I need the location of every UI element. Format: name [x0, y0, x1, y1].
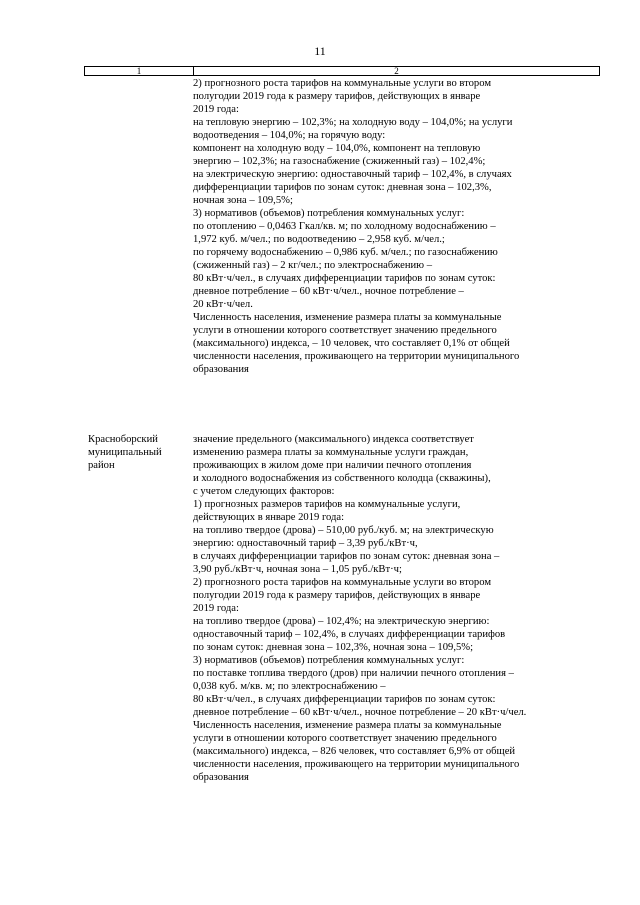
- header-col-2: 2: [394, 66, 399, 76]
- text-line: численности населения, проживающего на территории муниципального: [193, 351, 520, 362]
- text-line: образования: [193, 772, 249, 783]
- text-line: дневное потребление – 60 кВт·ч/чел., ночное потребление – 20 кВт·ч/чел.: [193, 707, 527, 718]
- text-line: изменению размера платы за коммунальные услуги граждан,: [193, 447, 469, 458]
- text-line: на топливо твердое (дрова) – 102,4%; на электрическую энергию:: [193, 616, 490, 627]
- text-line: по горячему водоснабжению – 0,986 куб. м/чел.; по газоснабжению: [193, 247, 498, 258]
- text-line: на тепловую энергию – 102,3%; на холодную воду – 104,0%; на услуги: [193, 117, 513, 128]
- text-line: на топливо твердое (дрова) – 510,00 руб./куб. м; на электрическую: [193, 525, 494, 536]
- text-line: полугодии 2019 года к размеру тарифов, действующих в январе: [193, 91, 481, 102]
- page-number: 11: [314, 44, 326, 58]
- table-header-row: [84, 66, 600, 76]
- text-line: ночная зона – 109,5%;: [193, 195, 293, 206]
- text-line: одноставочный тариф – 102,4%, в случаях дифференциации тарифов: [193, 629, 506, 640]
- text-line: по поставке топлива твердого (дров) при наличии печного отопления –: [193, 668, 514, 679]
- text-line: с учетом следующих факторов:: [193, 486, 335, 497]
- text-line: 2019 года:: [193, 104, 239, 115]
- region-label-line: муниципальный: [88, 447, 162, 458]
- text-line: численности населения, проживающего на территории муниципального: [193, 759, 520, 770]
- text-line: 1) прогнозных размеров тарифов на коммунальные услуги,: [193, 499, 461, 510]
- text-line: энергию – 102,3%; на газоснабжение (сжиженный газ) – 102,4%;: [193, 156, 486, 167]
- text-line: 0,038 куб. м/кв. м; по электроснабжению –: [193, 681, 386, 692]
- text-line: проживающих в жилом доме при наличии печного отопления: [193, 460, 472, 471]
- text-line: на электрическую энергию: одноставочный тариф – 102,4%, в случаях: [193, 169, 512, 180]
- text-line: 3,90 руб./кВт·ч, ночная зона – 1,05 руб./кВт·ч;: [193, 564, 402, 575]
- text-line: услуги в отношении которого соответствует значению предельного: [193, 733, 497, 744]
- text-line: 80 кВт·ч/чел., в случаях дифференциации тарифов по зонам суток:: [193, 273, 496, 284]
- text-line: 1,972 куб. м/чел.; по водоотведению – 2,958 куб. м/чел.;: [193, 234, 445, 245]
- text-line: 2019 года:: [193, 603, 239, 614]
- text-line: значение предельного (максимального) индекса соответствует: [193, 434, 474, 445]
- text-line: образования: [193, 364, 249, 375]
- text-line: дифференциации тарифов по зонам суток: дневная зона – 102,3%,: [193, 182, 492, 193]
- text-line: 20 кВт·ч/чел.: [193, 299, 253, 310]
- text-line: водоотведения – 104,0%; на горячую воду:: [193, 130, 386, 141]
- text-line: по отоплению – 0,0463 Гкал/кв. м; по холодному водоснабжению –: [193, 221, 496, 232]
- text-line: услуги в отношении которого соответствует значению предельного: [193, 325, 497, 336]
- region-label-line: район: [88, 460, 115, 471]
- text-line: (сжиженный газ) – 2 кг/чел.; по электроснабжению –: [193, 260, 433, 271]
- text-line: и холодного водоснабжения из собственного колодца (скважины),: [193, 473, 491, 484]
- text-line: в случаях дифференциации тарифов по зонам суток: дневная зона –: [193, 551, 500, 562]
- region-label-line: Красноборский: [88, 434, 158, 445]
- text-line: 2) прогнозного роста тарифов на коммунальные услуги во втором: [193, 78, 492, 89]
- text-line: Численность населения, изменение размера платы за коммунальные: [193, 312, 502, 323]
- text-line: полугодии 2019 года к размеру тарифов, действующих в январе: [193, 590, 481, 601]
- text-line: действующих в январе 2019 года:: [193, 512, 345, 523]
- text-line: дневное потребление – 60 кВт·ч/чел., ночное потребление –: [193, 286, 464, 297]
- text-line: 2) прогнозного роста тарифов на коммунальные услуги во втором: [193, 577, 492, 588]
- text-line: энергию: одноставочный тариф – 3,39 руб./кВт·ч,: [193, 538, 418, 549]
- text-line: 3) нормативов (объемов) потребления коммунальных услуг:: [193, 208, 465, 219]
- text-line: Численность населения, изменение размера платы за коммунальные: [193, 720, 502, 731]
- text-line: (максимального) индекса, – 826 человек, что составляет 6,9% от общей: [193, 746, 516, 757]
- text-line: 3) нормативов (объемов) потребления коммунальных услуг:: [193, 655, 465, 666]
- header-col-1: 1: [85, 67, 194, 75]
- text-line: по зонам суток: дневная зона – 102,3%, ночная зона – 109,5%;: [193, 642, 474, 653]
- text-line: (максимального) индекса, – 10 человек, что составляет 0,1% от общей: [193, 338, 510, 349]
- text-line: компонент на холодную воду – 104,0%, компонент на тепловую: [193, 143, 481, 154]
- text-line: 80 кВт·ч/чел., в случаях дифференциации тарифов по зонам суток:: [193, 694, 496, 705]
